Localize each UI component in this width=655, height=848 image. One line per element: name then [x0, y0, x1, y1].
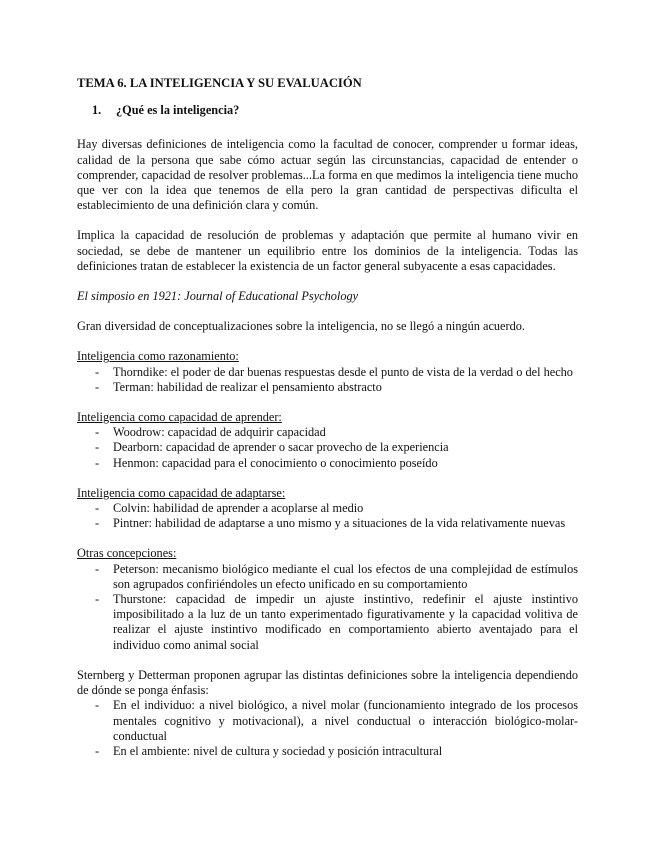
symposium-heading: El simposio en 1921: Journal of Educational Psychology — [77, 289, 359, 304]
paragraph: Hay diversas definiciones de inteligencia como la facultad de conocer, comprender u formar ideas, calidad de la persona que sabe cómo actuar según las circunstancias, capacidad de entender o comprender, capacidad de resolver problemas...La forma en que medimos la inteligencia tiene mucho que ver con la idea que tenemos de ella pero la gran cantidad de perspectivas dificulta el establecimiento de una definición clara y común. — [77, 137, 578, 213]
list-item-text: En el ambiente: nivel de cultura y sociedad y posición intracultural — [113, 743, 443, 758]
dash-bullet: - — [95, 743, 100, 758]
list-item — [77, 440, 578, 455]
document-title: TEMA 6. LA INTELIGENCIA Y SU EVALUACIÓN — [77, 76, 362, 90]
section-title: ¿Qué es la inteligencia? — [116, 103, 240, 118]
list-item-text: Peterson: mecanismo biológico mediante el cual los efectos de una complejidad de estímulos son agrupados confiriéndoles un efecto unificado en su comportamiento — [113, 561, 578, 591]
group-heading: Inteligencia como capacidad de adaptarse: — [77, 485, 286, 500]
dash-bullet: - — [95, 379, 100, 394]
dash-bullet: - — [95, 698, 100, 713]
list-item-text: Thorndike: el poder de dar buenas respuestas desde el punto de vista de la verdad o del hecho — [113, 364, 573, 379]
dash-bullet: - — [95, 516, 100, 531]
list-item — [77, 744, 578, 759]
definition-group — [77, 486, 578, 532]
paragraph: Implica la capacidad de resolución de problemas y adaptación que permite al humano vivir en sociedad, se debe de mantener un equilibrio entre los dominios de la inteligencia. Todas las definiciones tratan de establecer la existencia de un factor general subyacente a esas capacidades. — [77, 228, 578, 273]
list-item — [77, 698, 578, 744]
list-item — [77, 562, 578, 592]
group-heading: Inteligencia como razonamiento: — [77, 349, 239, 364]
definition-list — [77, 425, 578, 471]
section-heading — [77, 103, 578, 118]
list-item — [77, 516, 578, 531]
dash-bullet: - — [95, 440, 100, 455]
definition-list — [77, 365, 578, 395]
document-page — [77, 76, 578, 759]
dash-bullet: - — [95, 364, 100, 379]
list-item — [77, 456, 578, 471]
dash-bullet: - — [95, 501, 100, 516]
dash-bullet: - — [95, 455, 100, 470]
definition-group — [77, 349, 578, 395]
sternberg-paragraph: Sternberg y Detterman proponen agrupar las distintas definiciones sobre la inteligencia dependiendo de dónde se ponga énfasis: — [77, 667, 578, 698]
emphasis-list — [77, 698, 578, 759]
definition-group — [77, 410, 578, 471]
dash-bullet: - — [95, 561, 100, 576]
definition-list — [77, 562, 578, 653]
list-item-text: Henmon: capacidad para el conocimiento o conocimiento poseído — [113, 455, 438, 470]
list-item-text: Dearborn: capacidad de aprender o sacar provecho de la experiencia — [113, 440, 449, 455]
definition-group — [77, 546, 578, 652]
dash-bullet: - — [95, 592, 100, 607]
list-item-text: Pintner: habilidad de adaptarse a uno mismo y a situaciones de la vida relativamente nuevas — [113, 516, 566, 531]
definition-list — [77, 501, 578, 531]
section-number: 1. — [92, 103, 102, 118]
list-item — [77, 365, 578, 380]
list-item-text: En el individuo: a nivel biológico, a nivel molar (funcionamiento integrado de los procesos mentales cognitivo y motivacional), a nivel conductual o interacción biológico-molar-conductual — [113, 698, 578, 743]
list-item — [77, 380, 578, 395]
list-item — [77, 592, 578, 653]
dash-bullet: - — [95, 425, 100, 440]
list-item-text: Terman: habilidad de realizar el pensamiento abstracto — [113, 379, 382, 394]
group-heading: Inteligencia como capacidad de aprender: — [77, 410, 282, 425]
group-heading: Otras concepciones: — [77, 546, 177, 561]
list-item-text: Woodrow: capacidad de adquirir capacidad — [113, 425, 326, 440]
symposium-text: Gran diversidad de conceptualizaciones sobre la inteligencia, no se llegó a ningún acuerdo. — [77, 319, 525, 334]
list-item — [77, 425, 578, 440]
list-item — [77, 501, 578, 516]
list-item-text: Colvin: habilidad de aprender a acoplarse al medio — [113, 501, 364, 516]
list-item-text: Thurstone: capacidad de impedir un ajuste instintivo, redefinir el ajuste instintivo imposibilitado a la luz de un tanto experimentado figurativamente y la capacidad volitiva de realizar el ajuste instintivo modificado en comportamiento abierto aventajado para el individuo como animal social — [113, 592, 578, 652]
